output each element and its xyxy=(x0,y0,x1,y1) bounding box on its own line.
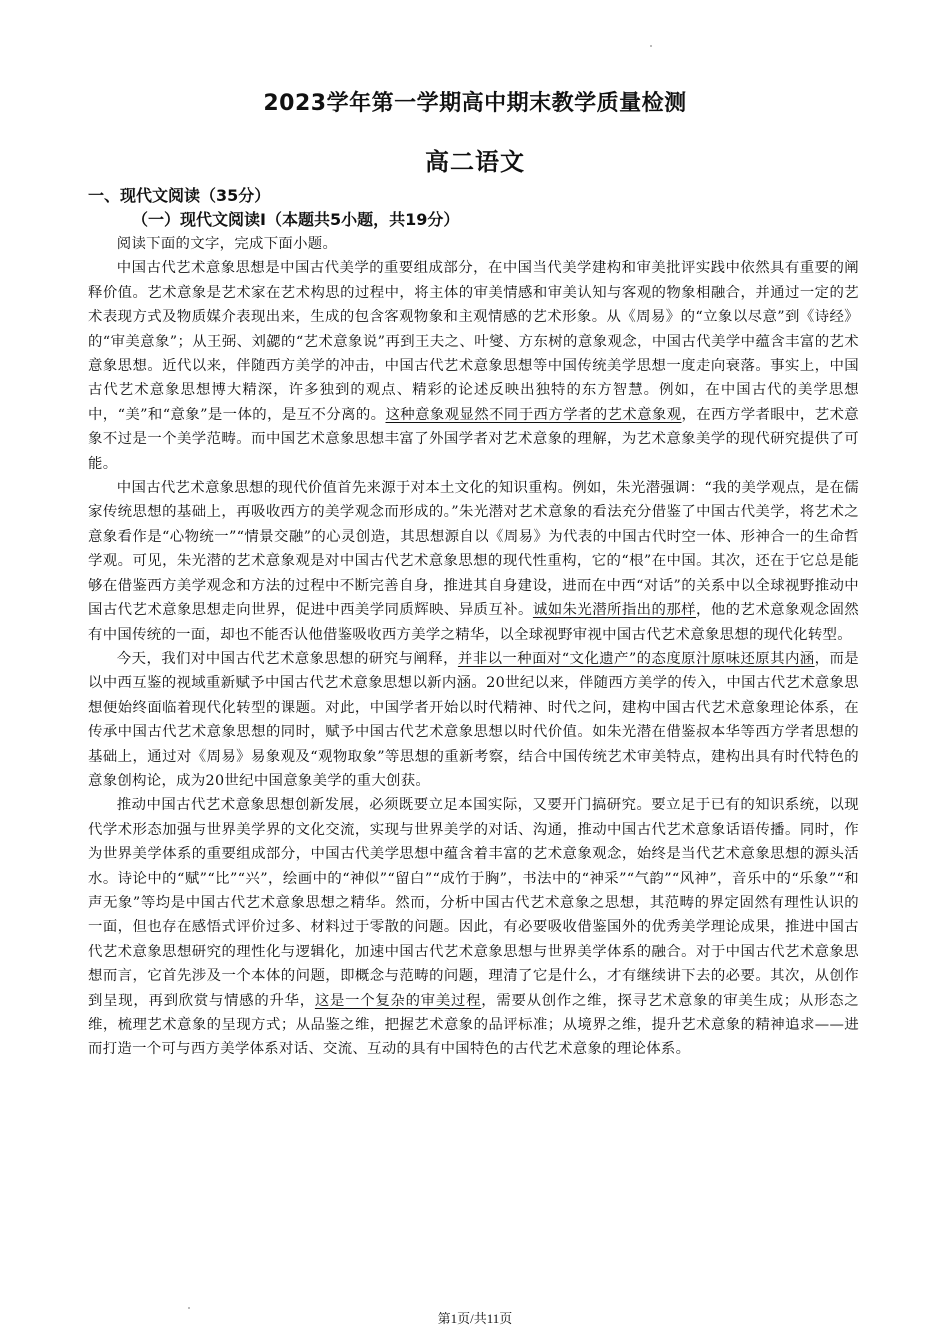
paragraph-1-underlined: 这种意象观显然不同于西方学者的艺术意象观 xyxy=(385,406,682,423)
paragraph-4 xyxy=(88,793,859,1061)
paragraph-3-underlined: 并非以一种面对“文化遗产”的态度原汁原味还原其内涵 xyxy=(457,650,815,667)
section-heading: 一、现代文阅读（35分） xyxy=(88,186,271,205)
subject-title: 高二语文 xyxy=(425,148,525,176)
paragraph-1-text-a: 中国古代艺术意象思想是中国古代美学的重要组成部分，在中国当代美学建构和审美批评实践中依然具有重要的阐释价值。艺术意象是艺术家在艺术构思的过程中，将主体的审美情感和审美认知与客观的物象相融合，并通过一定的艺术表现方式及物质媒介表现出来，生成的包含客观物象和主观情感的艺术形象。从《周易》的“立象以尽意”到《诗经》的“审美意象”；从王弼、刘勰的“艺术意象说”再到王夫之、叶燮、方东树的意象观念，中国古代美学中蕴含丰富的艺术意象思想。近代以来，伴随西方美学的冲击，中国古代艺术意象思想等中国传统美学思想一度走向衰落。事实上，中国古代艺术意象思想博大精深，许多独到的观点、精彩的论述反映出独特的东方智慧。例如，在中国古代的美学思想中，“美”和“意象”是一体的，是互不分离的。 xyxy=(88,260,859,423)
passage-body xyxy=(88,232,859,1062)
paragraph-2-text-b: ，他的艺术意象观念固然有中国传统的一面，却也不能否认他借鉴吸收西方美学之精华，以全球视野审视中国古代艺术意象思想的现代化转型。 xyxy=(88,602,859,643)
instruction-text: 阅读下面的文字，完成下面小题。 xyxy=(116,236,338,252)
exam-title: 2023学年第一学期高中期末教学质量检测 xyxy=(263,91,687,116)
paragraph-4-text-a: 推动中国古代艺术意象思想创新发展，必须既要立足本国实际，又要开门搞研究。要立足于已有的知识系统，以现代学术形态加强与世界美学界的文化交流，实现与世界美学的对话、沟通，推动中国古代艺术意象话语传播。同时，作为世界美学体系的重要组成部分，中国古代美学思想中蕴含着丰富的艺术意象观念，始终是当代艺术意象思想的源头活水。诗论中的“赋”“比”“兴”，绘画中的“神似”“留白”“成竹于胸”，书法中的“神采”“气韵”“风神”，音乐中的“乐象”“和声无象”等均是中国古代艺术意象思想之精华。然而，分析中国古代艺术意象之思想，其范畴的界定固然有理性认识的一面，但也存在感悟式评价过多、材料过于零散的问题。因此，有必要吸收借鉴国外的优秀美学理论成果，推进中国古代艺术意象思想研究的理性化与逻辑化，加速中国古代艺术意象思想与世界美学体系的融合。对于中国古代艺术意象思想而言，它首先涉及一个本体的问题，即概念与范畴的问题，理清了它是什么，才有继续讲下去的必要。其次，从创作到呈现，再到欣赏与情感的升华， xyxy=(88,797,859,1009)
paragraph-4-underlined: 这是一个复杂的审美过程 xyxy=(314,992,482,1009)
paragraph-2-text-a: 中国古代艺术意象思想的现代价值首先来源于对本土文化的知识重构。例如，朱光潜强调：“我的美学观点，是在儒家传统思想的基础上，再吸收西方的美学观念而形成的。”朱光潜对艺术意象的看法充分借鉴了中国古代美学，将艺术之意象看作是“心物统一”“情景交融”的心灵创造，其思想源自以《周易》为代表的中国古代时空一体、形神合一的生命哲学观。可见，朱光潜的艺术意象观是对中国古代艺术意象思想的现代性重构，它的“根”在中国。其次，还在于它总是能够在借鉴西方美学观念和方法的过程中不断完善自身，推进其自身建设，进而在中西“对话”的关系中以全球视野推动中国古代艺术意象思想走向世界，促进中西美学同质辉映、异质互补。 xyxy=(88,480,859,619)
subsection-heading: （一）现代文阅读Ⅰ（本题共5小题，共19分） xyxy=(132,210,460,229)
paragraph-3-text-a: 今天，我们对中国古代艺术意象思想的研究与阐释， xyxy=(116,650,458,667)
paragraph-1 xyxy=(88,256,859,476)
paragraph-3-text-b: ，而是以中西互鉴的视域重新赋予中国古代艺术意象思想以新内涵。20世纪以来，伴随西方美学的传入，中国古代艺术意象思想便始终面临着现代化转型的课题。对此，中国学者开始以时代精神、时代之问，建构中国古代艺术意象理论体系，在传承中国古代艺术意象思想的同时，赋予中国古代艺术意象思想以时代价值。如朱光潜在借鉴叔本华等西方学者思想的基础上，通过对《周易》易象观及“观物取象”等思想的重新考察，结合中国传统艺术审美特点，建构出具有时代特色的意象创构论，成为20世纪中国意象美学的重大创获。 xyxy=(88,650,859,789)
scan-speck xyxy=(650,45,652,47)
paragraph-2 xyxy=(88,476,859,647)
paragraph-3 xyxy=(88,647,859,793)
paragraph-4-text-b: ，需要从创作之维，探寻艺术意象的审美生成；从形态之维，梳理艺术意象的呈现方式；从品鉴之维，把握艺术意象的品评标准；从境界之维，提升艺术意象的精神追求——进而打造一个可与西方美学体系对话、交流、互动的具有中国特色的古代艺术意象的理论体系。 xyxy=(88,992,859,1058)
page-number: 第1页/共11页 xyxy=(437,1311,513,1326)
paragraph-2-underlined: 诚如朱光潜所指出的那样 xyxy=(532,602,696,619)
paragraph-1-text-b: ，在西方学者眼中，艺术意象不过是一个美学范畴。而中国艺术意象思想丰富了外国学者对艺术意象的理解，为艺术意象美学的现代研究提供了可能。 xyxy=(88,406,859,472)
